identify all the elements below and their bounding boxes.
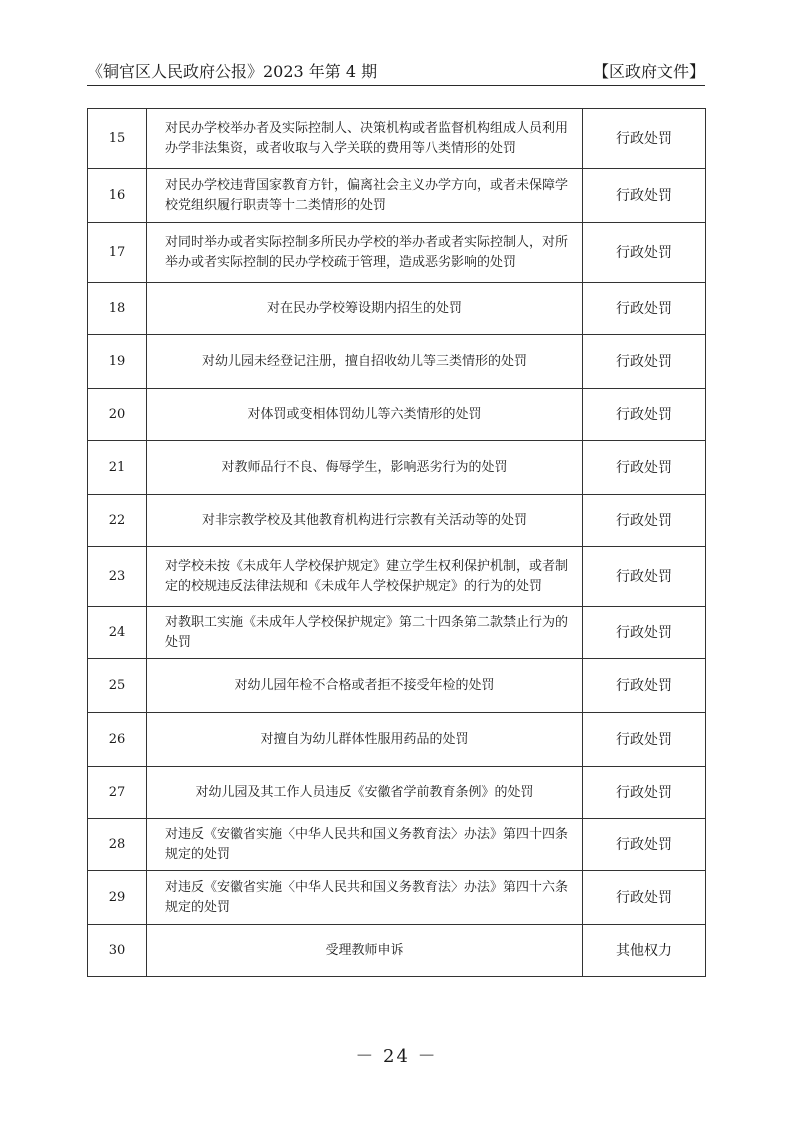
power-type: 行政处罚 [583,283,706,335]
row-number: 27 [88,767,147,819]
row-number: 23 [88,547,147,607]
power-type: 行政处罚 [583,713,706,767]
power-type: 行政处罚 [583,223,706,283]
power-type: 行政处罚 [583,389,706,441]
journal-title: 《铜官区人民政府公报》2023 年第 4 期 [87,62,378,81]
table-row [88,925,706,977]
power-type: 行政处罚 [583,659,706,713]
table-row [88,223,706,283]
power-list-table [87,108,706,977]
power-item: 对教师品行不良、侮辱学生，影响恶劣行为的处罚 [147,441,583,495]
power-item: 受理教师申诉 [147,925,583,977]
power-item: 对民办学校违背国家教育方针，偏离社会主义办学方向，或者未保障学校党组织履行职责等十二类情形的处罚 [147,169,583,223]
power-item: 对擅自为幼儿群体性服用药品的处罚 [147,713,583,767]
table-row [88,659,706,713]
table-row [88,441,706,495]
row-number: 24 [88,607,147,659]
row-number: 20 [88,389,147,441]
table-row [88,767,706,819]
power-item: 对违反《安徽省实施〈中华人民共和国义务教育法〉办法》第四十四条规定的处罚 [147,819,583,871]
power-type: 行政处罚 [583,871,706,925]
row-number: 26 [88,713,147,767]
table-row [88,547,706,607]
power-type: 行政处罚 [583,495,706,547]
page-header [87,60,705,84]
page-number: － 24 － [355,1046,438,1067]
table-row [88,169,706,223]
table-body [88,109,706,977]
row-number: 28 [88,819,147,871]
power-item: 对幼儿园及其工作人员违反《安徽省学前教育条例》的处罚 [147,767,583,819]
power-item: 对非宗教学校及其他教育机构进行宗教有关活动等的处罚 [147,495,583,547]
power-type: 行政处罚 [583,109,706,169]
table-row [88,871,706,925]
row-number: 22 [88,495,147,547]
row-number: 30 [88,925,147,977]
power-item: 对幼儿园未经登记注册，擅自招收幼儿等三类情形的处罚 [147,335,583,389]
row-number: 21 [88,441,147,495]
table-row [88,607,706,659]
power-type: 行政处罚 [583,607,706,659]
power-item: 对在民办学校筹设期内招生的处罚 [147,283,583,335]
table-row [88,109,706,169]
header-divider [87,85,705,86]
power-item: 对违反《安徽省实施〈中华人民共和国义务教育法〉办法》第四十六条规定的处罚 [147,871,583,925]
power-item: 对同时举办或者实际控制多所民办学校的举办者或者实际控制人，对所举办或者实际控制的民办学校疏于管理，造成恶劣影响的处罚 [147,223,583,283]
row-number: 25 [88,659,147,713]
table-row [88,335,706,389]
row-number: 17 [88,223,147,283]
power-type: 其他权力 [583,925,706,977]
power-type: 行政处罚 [583,767,706,819]
power-type: 行政处罚 [583,169,706,223]
power-item: 对教职工实施《未成年人学校保护规定》第二十四条第二款禁止行为的处罚 [147,607,583,659]
power-type: 行政处罚 [583,819,706,871]
table-row [88,283,706,335]
power-item: 对体罚或变相体罚幼儿等六类情形的处罚 [147,389,583,441]
power-item: 对幼儿园年检不合格或者拒不接受年检的处罚 [147,659,583,713]
power-type: 行政处罚 [583,547,706,607]
row-number: 18 [88,283,147,335]
power-item: 对民办学校举办者及实际控制人、决策机构或者监督机构组成人员利用办学非法集资，或者收取与入学关联的费用等八类情形的处罚 [147,109,583,169]
table-row [88,819,706,871]
row-number: 16 [88,169,147,223]
row-number: 19 [88,335,147,389]
row-number: 15 [88,109,147,169]
section-label: 【区政府文件】 [592,62,705,81]
power-type: 行政处罚 [583,335,706,389]
table-row [88,713,706,767]
table-row [88,495,706,547]
table-row [88,389,706,441]
power-type: 行政处罚 [583,441,706,495]
row-number: 29 [88,871,147,925]
power-item: 对学校未按《未成年人学校保护规定》建立学生权利保护机制，或者制定的校规违反法律法规和《未成年人学校保护规定》的行为的处罚 [147,547,583,607]
